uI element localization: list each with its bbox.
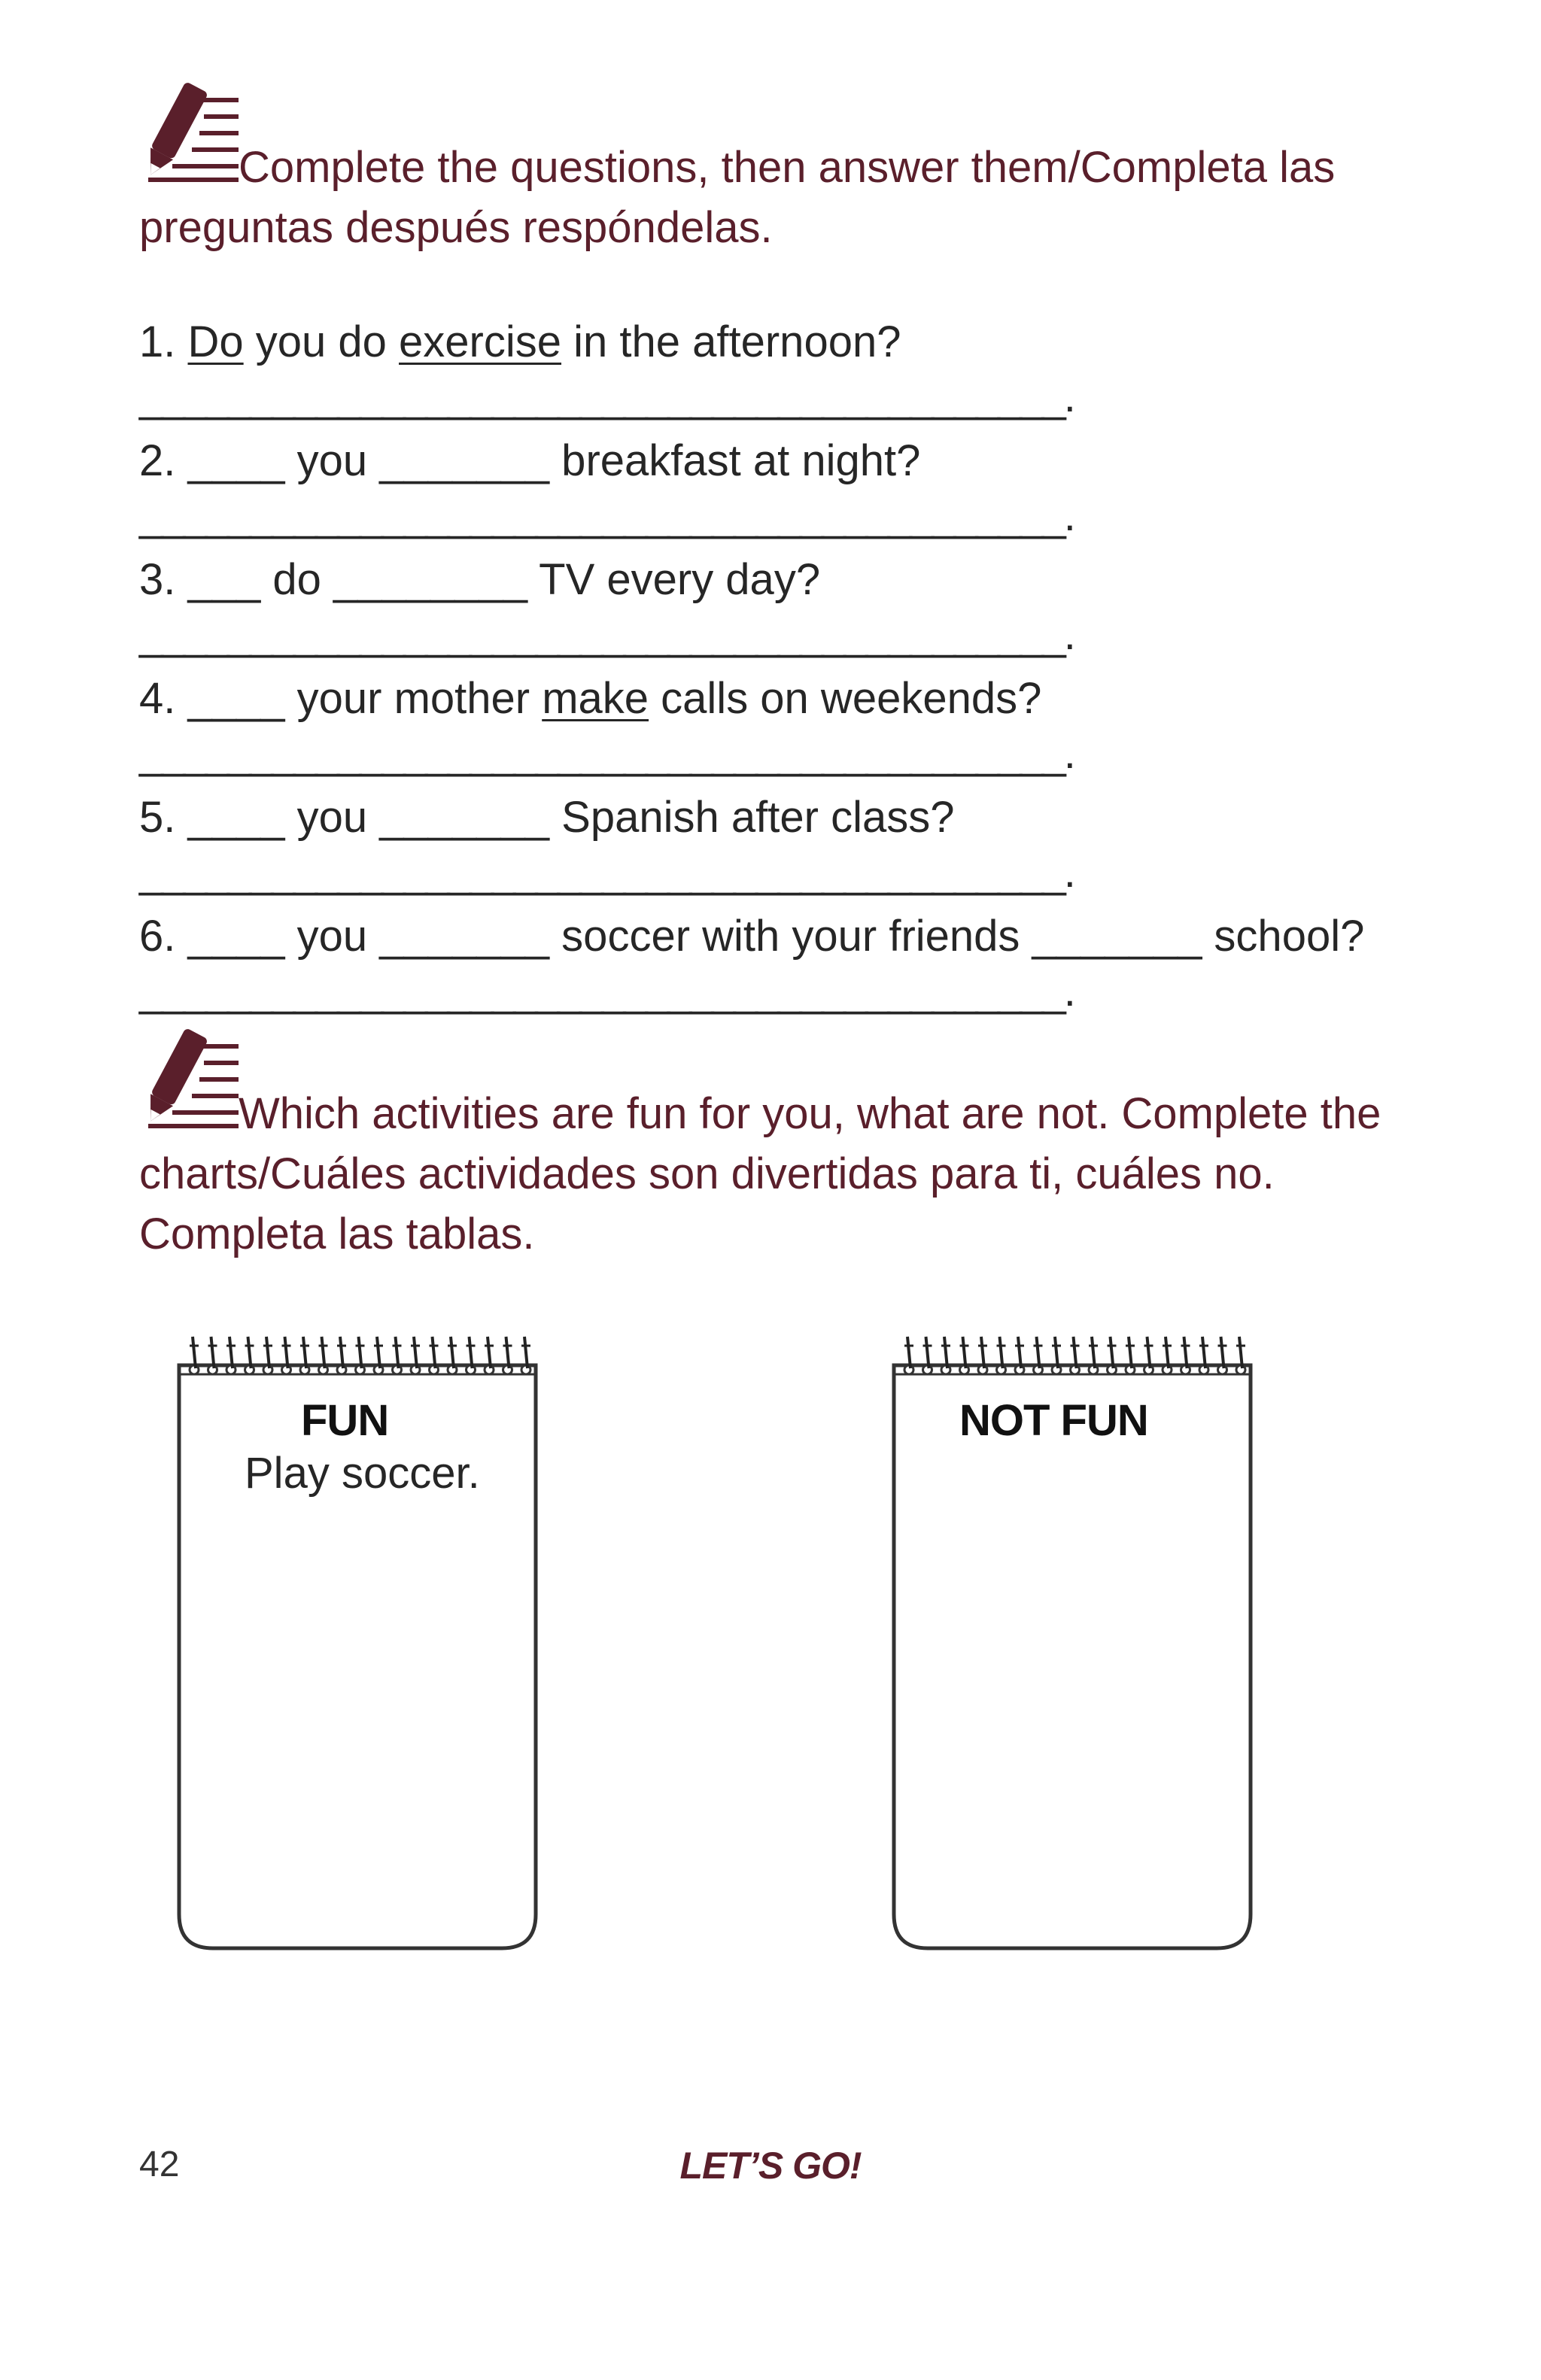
question-number: 5. bbox=[139, 793, 176, 842]
question-text: in the afternoon? bbox=[561, 317, 901, 366]
question-6 bbox=[139, 910, 1364, 963]
question-text: ____ your mother bbox=[187, 674, 543, 723]
answer-line[interactable]: __________________________________________. bbox=[139, 729, 1074, 778]
question-1 bbox=[139, 316, 901, 369]
question-3 bbox=[139, 554, 820, 606]
answer-line[interactable]: __________________________________________. bbox=[139, 491, 1074, 540]
fun-title: FUN bbox=[301, 1396, 389, 1445]
footer-brand: LET’S GO! bbox=[679, 2145, 862, 2187]
question-text: ___ do ________ TV every day? bbox=[187, 555, 821, 604]
pencil-lines-icon bbox=[139, 75, 245, 188]
question-number: 4. bbox=[139, 674, 176, 723]
pencil-lines-icon bbox=[139, 1022, 245, 1134]
question-text: calls on weekends? bbox=[649, 674, 1042, 723]
question-number: 1. bbox=[139, 317, 176, 366]
answer-line[interactable]: __________________________________________. bbox=[139, 967, 1074, 1015]
question-number: 3. bbox=[139, 555, 176, 604]
instruction-1 bbox=[139, 75, 1403, 258]
answer-line[interactable]: __________________________________________. bbox=[139, 848, 1074, 897]
answer-line[interactable]: __________________________________________. bbox=[139, 610, 1074, 659]
underlined-word: exercise bbox=[399, 317, 562, 366]
instruction-1-text: Complete the questions, then answer them/Completa las preguntas después respóndelas. bbox=[139, 143, 1336, 252]
question-text: ____ you _______ soccer with your friends _______ school? bbox=[187, 912, 1365, 961]
not-fun-notepad bbox=[888, 1335, 1257, 1952]
question-2 bbox=[139, 435, 920, 487]
question-text: ____ you _______ Spanish after class? bbox=[187, 793, 955, 842]
instruction-2 bbox=[139, 1022, 1403, 1264]
page-number: 42 bbox=[139, 2145, 180, 2184]
question-text: ____ you _______ breakfast at night? bbox=[187, 436, 921, 485]
question-4 bbox=[139, 672, 1041, 725]
underlined-word: Do bbox=[187, 317, 244, 366]
not-fun-title: NOT FUN bbox=[959, 1396, 1148, 1445]
fun-notepad bbox=[173, 1335, 542, 1952]
question-text: you do bbox=[243, 317, 400, 366]
underlined-word: make bbox=[542, 674, 649, 723]
question-number: 6. bbox=[139, 912, 176, 961]
question-5 bbox=[139, 791, 954, 844]
answer-line[interactable]: __________________________________________. bbox=[139, 372, 1074, 421]
fun-item: Play soccer. bbox=[245, 1449, 480, 1498]
question-number: 2. bbox=[139, 436, 176, 485]
instruction-2-text: Which activities are fun for you, what are not. Complete the charts/Cuáles actividades son divertidas para ti, cuáles no. Completa las tablas. bbox=[139, 1089, 1381, 1258]
